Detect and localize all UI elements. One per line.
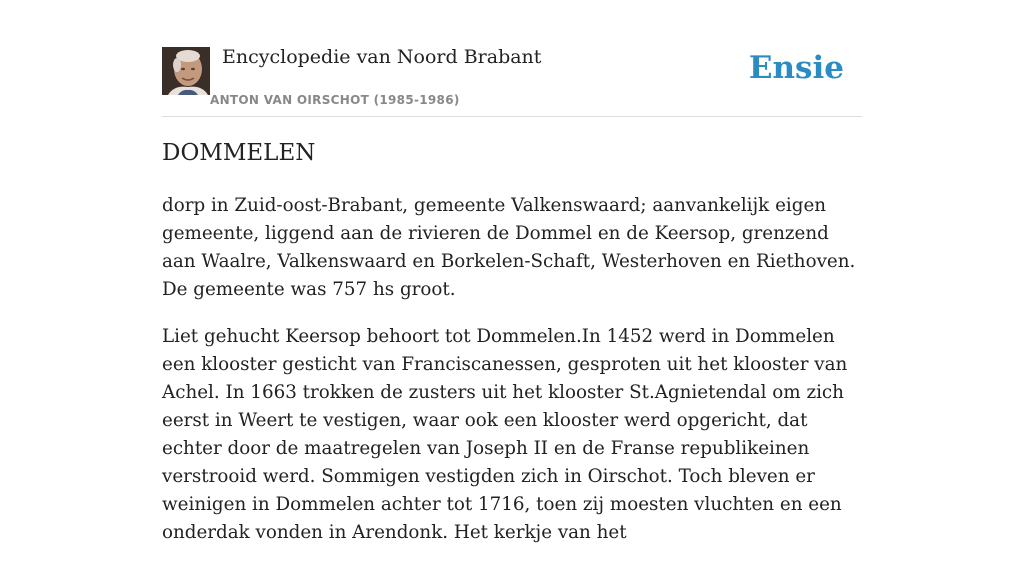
author-name[interactable]: ANTON VAN OIRSCHOT (1985-1986) — [210, 93, 460, 107]
entry-paragraph: Liet gehucht Keersop behoort tot Dommelen.In 1452 werd in Dommelen een klooster gesticht van Franciscanessen, gesproten uit het klooster van Achel. In 1663 trokken de zusters uit het klooster St.Agnietendal om zich eerst in Weert te vestigen, waar ook een klooster werd opgericht, dat echter door de maatregelen van Joseph II en de Franse republikeinen verstrooid werd. Sommigen vestigden zich in Oirschot. Toch bleven er weinigen in Dommelen achter tot 1716, toen zij moesten vluchten en een onderdak vonden in Arendonk. Het kerkje van het — [162, 326, 848, 543]
book-title[interactable]: Encyclopedie van Noord Brabant — [222, 46, 542, 68]
header — [162, 0, 862, 117]
ensie-logo-link[interactable]: Ensie — [748, 50, 844, 86]
entry-title: DOMMELEN — [162, 140, 316, 166]
portrait-image — [162, 47, 210, 95]
author-avatar[interactable] — [162, 47, 210, 95]
entry-paragraph: dorp in Zuid-oost-Brabant, gemeente Valkenswaard; aanvankelijk eigen gemeente, liggend aan de rivieren de Dommel en de Keersop, grenzend aan Waalre, Valkenswaard en Borkelen-Schaft, Westerhoven en Riethoven. De gemeente was 757 hs groot. — [162, 195, 856, 300]
entry-body — [162, 192, 862, 566]
page-container — [162, 0, 862, 543]
